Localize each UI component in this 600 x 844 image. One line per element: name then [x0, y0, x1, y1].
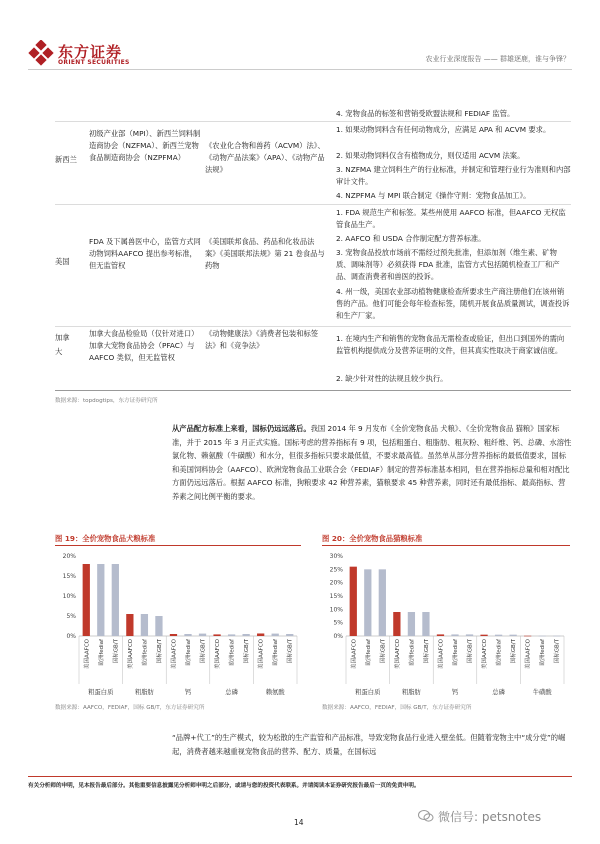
- x-tick-label: 美国AAFCO: [127, 639, 134, 670]
- bar: [510, 635, 517, 636]
- group-label: 粗脂肪: [401, 689, 421, 696]
- requirement-cell: 2. AAFCO 和 USDA 合作制定配方营养标准。: [336, 234, 486, 243]
- group-label: 牛磺酸: [532, 689, 552, 696]
- bar: [199, 634, 206, 636]
- x-tick-label: 国标GB/T: [467, 639, 474, 664]
- x-tick-label: 国标GB/T: [380, 639, 387, 664]
- row-divider: [55, 326, 571, 327]
- report-title: 农业行业深度报告 —— 群雄逐鹿，谁与争锋？: [425, 55, 570, 63]
- y-tick-label: 0%: [333, 633, 343, 640]
- law-cell: 《农业化合物和兽药（ACVM）法》、《动物产品法案》（APA）、《动物产品法规》: [205, 141, 325, 174]
- dog-food-bar-chart: [55, 548, 305, 698]
- figure-title-rule: [322, 545, 570, 546]
- paragraph-lead: 从产品配方标准上来看，国标仍远远落后。: [172, 424, 311, 433]
- y-tick-label: 15%: [329, 593, 343, 600]
- requirement-cell: 4. NZPFMA 与 MPI 联合制定《操作守则：宠物食品加工》。: [336, 191, 531, 200]
- bar: [170, 634, 177, 636]
- x-tick-label: 欧洲fediaf: [453, 639, 459, 666]
- bar: [228, 634, 235, 636]
- figure-source: 数据来源：AAFCO，FEDIAF，国标 GB/T，东方证券研究所: [322, 705, 472, 711]
- bar: [393, 612, 400, 636]
- bar: [408, 612, 415, 636]
- y-tick-label: 20%: [62, 553, 76, 560]
- figure-cat-food-standard: [322, 534, 572, 724]
- figure-dog-food-standard: [55, 534, 305, 724]
- group-label: 总磷: [492, 689, 505, 696]
- y-tick-label: 10%: [62, 593, 76, 600]
- header-divider: [28, 69, 572, 70]
- bar: [524, 636, 531, 637]
- requirement-cell: 3. 宠物食品投放市场前不需经过预先批准，但添加剂（维生素、矿物质、调味剂等）必须获得 FDA 批准，监管方式包括随机检查工厂和产品、调查消费者和兽医的投诉。: [336, 248, 560, 281]
- x-tick-label: 国标GB/T: [554, 639, 561, 664]
- x-tick-label: 欧洲fediaf: [142, 639, 149, 666]
- bar: [480, 635, 487, 636]
- x-tick-label: 国标GB/T: [287, 639, 294, 664]
- row-divider: [55, 121, 571, 122]
- requirement-cell: 4. 州一级，美国农业部动植物健康检查所要求生产商注册他们在该州销售的产品。他们可能会每年检查标签，随机开展食品质量测试，调查投诉和生产厂家。: [336, 287, 570, 320]
- agency-cell: 初级产业部（MPI）、新西兰饲料制造商协会（NZFMA）、新西兰宠物食品制造商协会（NZPFMA）: [89, 129, 201, 162]
- x-tick-label: 欧洲fediaf: [229, 639, 236, 666]
- x-tick-label: 美国AAFCO: [215, 639, 222, 670]
- x-tick-label: 美国AAFCO: [84, 639, 91, 670]
- x-tick-label: 欧洲fediaf: [98, 639, 105, 666]
- requirement-cell: 2. 缺少针对性的法规且较少执行。: [336, 374, 448, 383]
- bar: [243, 634, 250, 636]
- x-tick-label: 欧洲fediaf: [409, 639, 416, 666]
- x-tick-label: 国标GB/T: [244, 639, 251, 664]
- x-tick-label: 国标GB/T: [423, 639, 430, 664]
- x-tick-label: 美国AAFCO: [525, 639, 532, 670]
- law-cell: 《美国联邦食品、药品和化妆品法案》《美国联邦法规》第 21 卷食品与药物: [205, 237, 325, 270]
- table-cell: 4. 宠物食品的标签和营销受欧盟法规和 FEDIAF 监管。: [336, 109, 515, 118]
- bar: [364, 569, 371, 636]
- group-label: 粗蛋白质: [88, 689, 114, 696]
- footer-divider: [28, 776, 572, 777]
- bar: [184, 634, 191, 636]
- y-tick-label: 25%: [329, 566, 343, 574]
- bar: [466, 634, 473, 636]
- row-divider: [55, 390, 571, 391]
- country-cell: 加拿大: [55, 333, 70, 356]
- y-tick-label: 20%: [329, 579, 343, 587]
- bar: [379, 569, 386, 636]
- figure-source: 数据来源：AAFCO，FEDIAF，国标 GB/T，东方证券研究所: [55, 705, 205, 711]
- figure-title-rule: [55, 545, 301, 546]
- bar: [126, 614, 133, 636]
- bar: [553, 636, 560, 637]
- body-paragraph: [172, 422, 572, 504]
- watermark-text: 微信号: petsnotes: [438, 810, 542, 824]
- bar: [272, 634, 279, 636]
- x-tick-label: 国标GB/T: [511, 639, 518, 664]
- body-paragraph: “品牌+代工”的生产模式，较为松散的生产监管和产品标准，导致宠物食品行业进入壁垒低。但随着宠物主中“成分党”的崛起，消费者越来越重视宠物食品的营养、配方、质量，在国标远: [172, 733, 566, 756]
- page-number: 14: [294, 818, 304, 827]
- bar: [141, 614, 148, 636]
- law-cell: 《动物健康法》《消费者包装和标签法》和《竞争法》: [205, 329, 319, 350]
- x-tick-label: 国标GB/T: [200, 639, 207, 664]
- figure-title: 图 19：全价宠物食品犬粮标准: [55, 534, 156, 543]
- cat-food-bar-chart: [322, 548, 572, 698]
- requirement-cell: 1. FDA 规范生产和标签。某些州使用 AAFCO 标准，但AAFCO 无权监管食品生产。: [336, 208, 566, 229]
- x-tick-label: 美国AAFCO: [394, 639, 401, 670]
- agency-cell: FDA 及下属兽医中心，监管方式同动物饲料AAFCO 提出参考标准，但无监管权: [89, 237, 201, 270]
- brand-mark-icon: [28, 40, 54, 66]
- requirement-cell: 2. 如果动物饲料仅含有植物成分，则仅适用 ACVM 法案。: [336, 151, 525, 160]
- x-tick-label: 欧洲fediaf: [273, 639, 280, 666]
- brand-name-cn: 东方证券: [58, 43, 123, 61]
- y-tick-label: 5%: [66, 613, 76, 620]
- table-source: 数据来源：topdogtips，东方证券研究所: [55, 398, 158, 404]
- x-tick-label: 欧洲fediaf: [496, 639, 503, 666]
- y-tick-label: 10%: [329, 606, 343, 614]
- x-tick-label: 国标GB/T: [113, 639, 120, 664]
- bar: [451, 634, 458, 636]
- x-tick-label: 美国AAFCO: [351, 639, 358, 670]
- bar: [437, 634, 444, 636]
- y-tick-label: 15%: [62, 573, 76, 580]
- group-label: 钙: [184, 689, 192, 696]
- y-tick-label: 0%: [66, 633, 76, 640]
- bar: [422, 612, 429, 636]
- x-tick-label: 美国AAFCO: [482, 639, 489, 670]
- requirement-cell: 1. 在境内生产和销售的宠物食品无需检查或验证，但出口到国外的需向监管机构提供成分及营养证明的文件，但其真实性取决于商家诚信度。: [336, 334, 565, 355]
- bar: [155, 616, 162, 636]
- x-tick-label: 欧洲fediaf: [186, 639, 192, 666]
- disclaimer-text: 有关分析师的申明，见本报告最后部分。其他重要信息披露见分析师申明之后部分，或请与您的投资代表联系。并请阅读本证券研究报告最后一页的免责申明。: [28, 783, 420, 789]
- country-cell: 美国: [55, 257, 70, 266]
- group-label: 粗蛋白质: [355, 689, 381, 696]
- group-label: 赖氨酸: [265, 689, 285, 696]
- bar: [83, 564, 90, 636]
- group-label: 钙: [451, 689, 459, 696]
- x-tick-label: 美国AAFCO: [171, 639, 178, 670]
- country-cell: 新西兰: [55, 155, 77, 164]
- bar: [539, 636, 546, 637]
- bar: [495, 635, 502, 636]
- brand-name-en: ORIENT SECURITIES: [58, 59, 130, 66]
- y-tick-label: 30%: [329, 553, 343, 560]
- requirement-cell: 3. NZFMA 建立饲料生产的行业标准，并制定和管理行业行为准则和内部审计文件。: [336, 165, 571, 186]
- group-label: 总磷: [225, 689, 238, 696]
- bar: [350, 567, 357, 636]
- bar: [97, 564, 104, 636]
- x-tick-label: 国标GB/T: [156, 639, 163, 664]
- requirement-cell: 1. 如果动物饲料含有任何动物成分，应满足 APA 和 ACVM 要求。: [336, 125, 551, 134]
- paragraph-text: 我国 2014 年 9 月发布《全价宠物食品 犬粮》、《全价宠物食品 猫粮》国家标准，并于 2015 年 3 月正式实施。国标考虑的营养指标有 9 项，包括粗蛋白、粗脂肪、粗灰粉、粗纤维、钙、总磷、水溶性氯化物、赖氨酸（牛磺酸）和水分，但很多指标只要求最低值，不要求最高值。虽然单从部分营养指标的最低值要求，国标和美国饲料协会（AAFCO）、欧洲宠物食品工业联合会（FEDIAF）制定的营养标准基本相同，但在营养指标总量和相对配比方面仍远远落后。根据 AAFCO 标准，狗粮要求 42 种营养素，猫粮要求 45 种营养素，同时还有最低指标、最高指标、营养素之间比例平衡的要求。: [172, 424, 572, 501]
- y-tick-label: 5%: [333, 619, 343, 627]
- bar: [257, 633, 264, 636]
- x-tick-label: 美国AAFCO: [258, 639, 265, 670]
- x-tick-label: 美国AAFCO: [438, 639, 445, 670]
- bar: [286, 634, 293, 636]
- x-tick-label: 欧洲fediaf: [365, 639, 372, 666]
- bar: [112, 564, 119, 636]
- row-divider: [55, 204, 571, 205]
- x-tick-label: 欧洲fediaf: [540, 639, 547, 666]
- wechat-icon: [418, 809, 434, 823]
- figure-title: 图 20：全价宠物食品猫粮标准: [322, 534, 423, 543]
- agency-cell: 加拿大食品检验局（仅针对进口）加拿大宠物食品协会（PFAC）与 AAFCO 类似，但无监管权: [89, 329, 199, 362]
- bar: [213, 634, 220, 636]
- group-label: 粗脂肪: [134, 689, 154, 696]
